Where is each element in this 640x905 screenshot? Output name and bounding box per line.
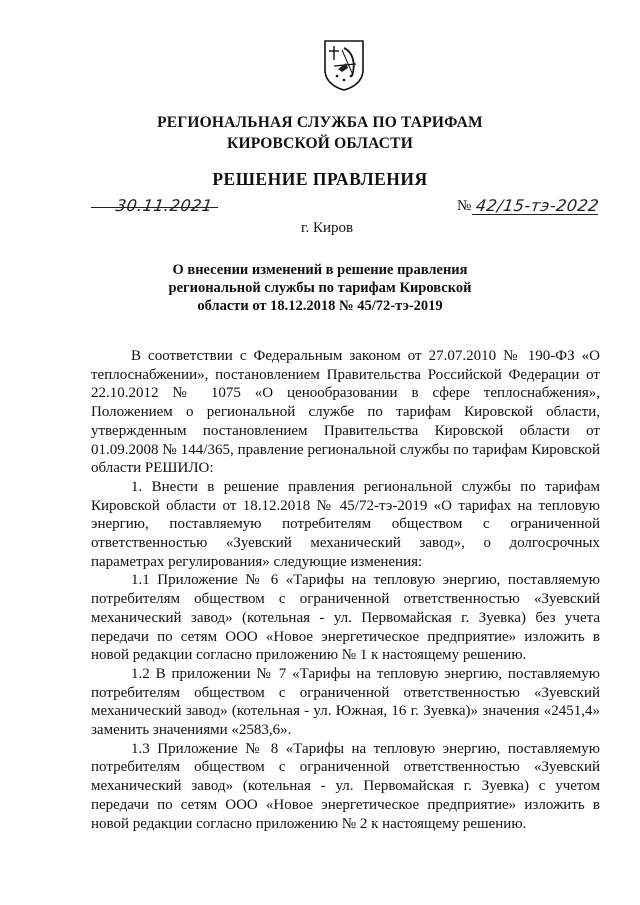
preamble-paragraph: В соответствии с Федеральным законом от 27.07.2010 № 190-ФЗ «О теплоснабжении», постановлением Правительства Российской Федерации от 22.10.2012 № 1075 «О ценообразовании в сфере теплоснабжения», Положением о региональной службе по тарифам Кировской области, утвержденным постановлением Правительства Кировской области от 01.09.2008 № 144/365, правление региональной службы по тарифам Кировской области РЕШИЛО:: [91, 348, 600, 477]
coat-of-arms-icon: [322, 38, 366, 92]
organization-name-line2: КИРОВСКОЙ ОБЛАСТИ: [227, 135, 413, 152]
organization-name-line1: РЕГИОНАЛЬНАЯ СЛУЖБА ПО ТАРИФАМ: [157, 114, 483, 131]
clause-1-2: 1.2 В приложении № 7 «Тарифы на тепловую энергию, поставляемую потребителям обществом с ограниченной ответственностью «Зуевский механический завод» (котельная - ул. Южная, 16 г. Зуевка)» значения «2451,4» заменить значениями «2583,6».: [91, 665, 600, 739]
clause-1-3: 1.3 Приложение № 8 «Тарифы на тепловую энергию, поставляемую потребителям обществом с ограниченной ответственностью «Зуевский механический завод» (котельная - ул. Первомайская г. Зуевка) с учетом передачи по сетям ООО «Новое энергетическое предприятие» изложить в новой редакции согласно приложению № 2 к настоящему решению.: [91, 740, 600, 832]
city-name: г. Киров: [301, 220, 354, 236]
handwritten-number: 42/15-тэ-2022: [474, 196, 601, 215]
clause-1-1: 1.1 Приложение № 6 «Тарифы на тепловую энергию, поставляемую потребителям обществом с ограниченной ответственностью «Зуевский механический завод» (котельная - ул. Первомайская г. Зуевка) без учета передачи по сетям ООО «Новое энергетическое предприятие» изложить в новой редакции согласно приложению № 1 к настоящему решению.: [91, 572, 600, 664]
clause-1: 1. Внести в решение правления региональной службы по тарифам Кировской области от 18.12.2018 № 45/72-тэ-2019 «О тарифах на тепловую энергию, поставляемую потребителям обществом с ограниченной ответственностью «Зуевский механический завод», о долгосрочных параметрах регулирования» следующие изменения:: [91, 478, 600, 570]
document-title: РЕШЕНИЕ ПРАВЛЕНИЯ: [212, 169, 428, 189]
subject-line2: региональной службы по тарифам Кировской: [168, 280, 472, 296]
handwritten-date: 30.11.2021: [114, 196, 214, 215]
subject-line3: области от 18.12.2018 № 45/72-тэ-2019: [197, 298, 443, 314]
document-body: [91, 347, 600, 833]
number-label: №: [457, 198, 472, 214]
subject-line1: О внесении изменений в решение правления: [172, 262, 468, 278]
